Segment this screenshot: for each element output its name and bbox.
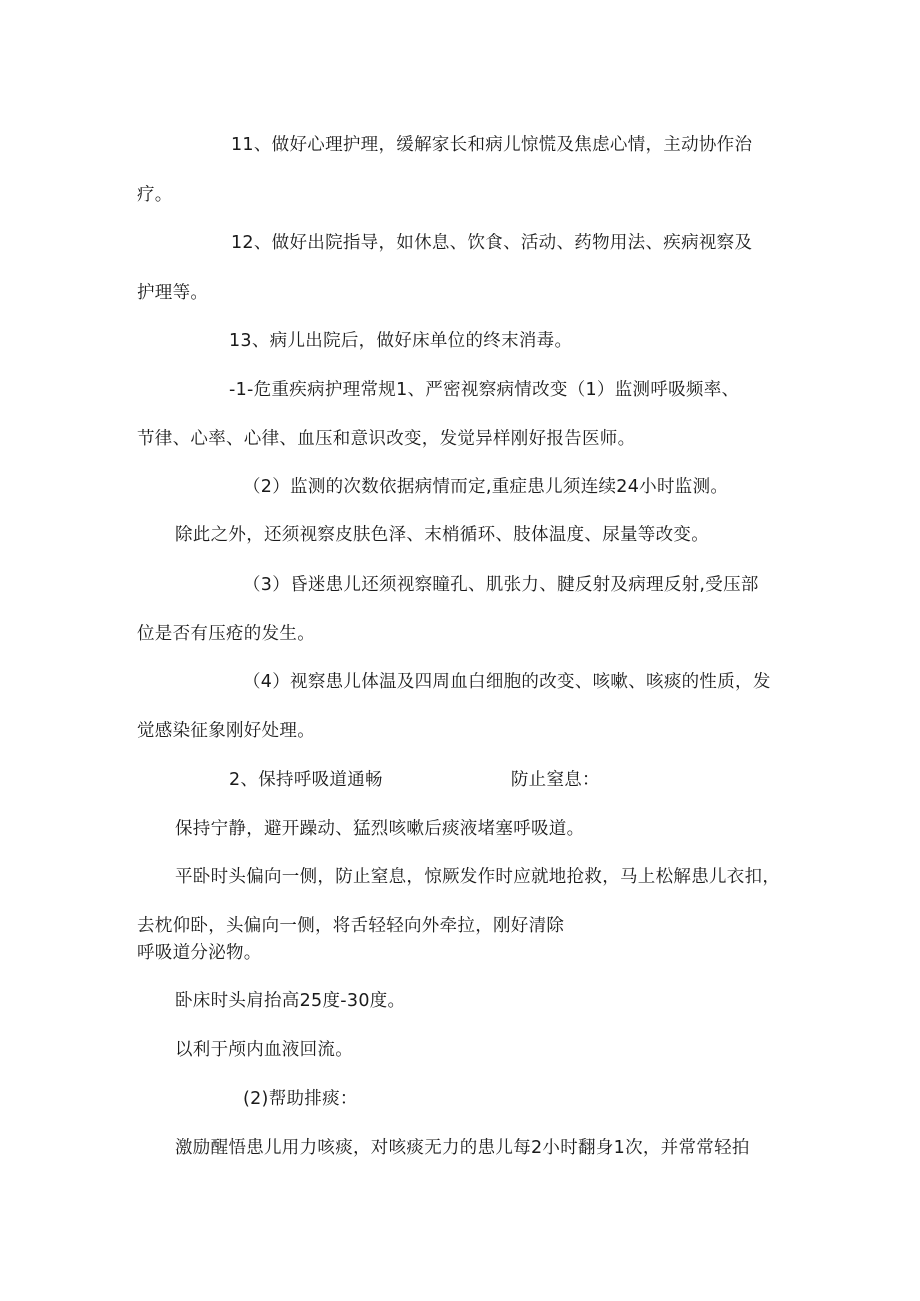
airway-heading-left: 2、保持呼吸道通畅: [229, 770, 383, 790]
paragraph-12-line-2: 护理等。: [137, 283, 209, 303]
section-heading-line-1: -1-危重疾病护理常规1、严密视察病情改变（1）监测呼吸频率、: [229, 380, 740, 400]
paragraph-11-line-1: 11、做好心理护理，缓解家长和病儿惊慌及焦虑心情，主动协作治: [231, 135, 753, 155]
item-3-line-1: （3）昏迷患儿还须视察瞳孔、肌张力、腱反射及病理反射,受压部: [243, 575, 759, 595]
item-3-line-2: 位是否有压疮的发生。: [137, 624, 315, 644]
paragraph-11-line-2: 疗。: [137, 185, 173, 205]
item-4-line-1: （4）视察患儿体温及四周血白细胞的改变、咳嗽、咳痰的性质，发: [243, 672, 771, 692]
airway-heading: [229, 769, 600, 791]
section-heading-line-2: 节律、心率、心律、血压和意识改变，发觉异样刚好报告医师。: [137, 429, 636, 449]
item-4-line-2: 觉感染征象刚好处理。: [137, 721, 315, 741]
item-2-line: （2）监测的次数依据病情而定,重症患儿须连续24小时监测。: [243, 477, 729, 497]
airway-para-2-line-1: 平卧时头偏向一侧，防止窒息，惊厥发作时应就地抢救，马上松解患儿衣扣，: [175, 867, 781, 887]
paragraph-12-line-1: 12、做好出院指导，如休息、饮食、活动、药物用法、疾病视察及: [231, 233, 753, 253]
airway-heading-right: 防止窒息：: [510, 770, 600, 790]
item-2-extra: 除此之外，还须视察皮肤色泽、末梢循环、肢体温度、尿量等改变。: [175, 525, 709, 545]
bed-position-line: 卧床时头肩抬高25度-30度。: [175, 991, 406, 1011]
paragraph-13: 13、病儿出院后，做好床单位的终末消毒。: [229, 331, 573, 351]
airway-para-1: 保持宁静，避开躁动、猛烈咳嗽后痰液堵塞呼吸道。: [175, 819, 585, 839]
airway-para-2-line-3: 呼吸道分泌物。: [137, 943, 262, 963]
sputum-heading: (2)帮助排痰：: [243, 1089, 358, 1109]
sputum-para-line-1: 激励醒悟患儿用力咳痰，对咳痰无力的患儿每2小时翻身1次，并常常轻拍: [175, 1138, 750, 1158]
blood-return-line: 以利于颅内血液回流。: [175, 1040, 353, 1060]
airway-para-2-line-2: 去枕仰卧，头偏向一侧，将舌轻轻向外牵拉，刚好清除: [137, 916, 565, 936]
